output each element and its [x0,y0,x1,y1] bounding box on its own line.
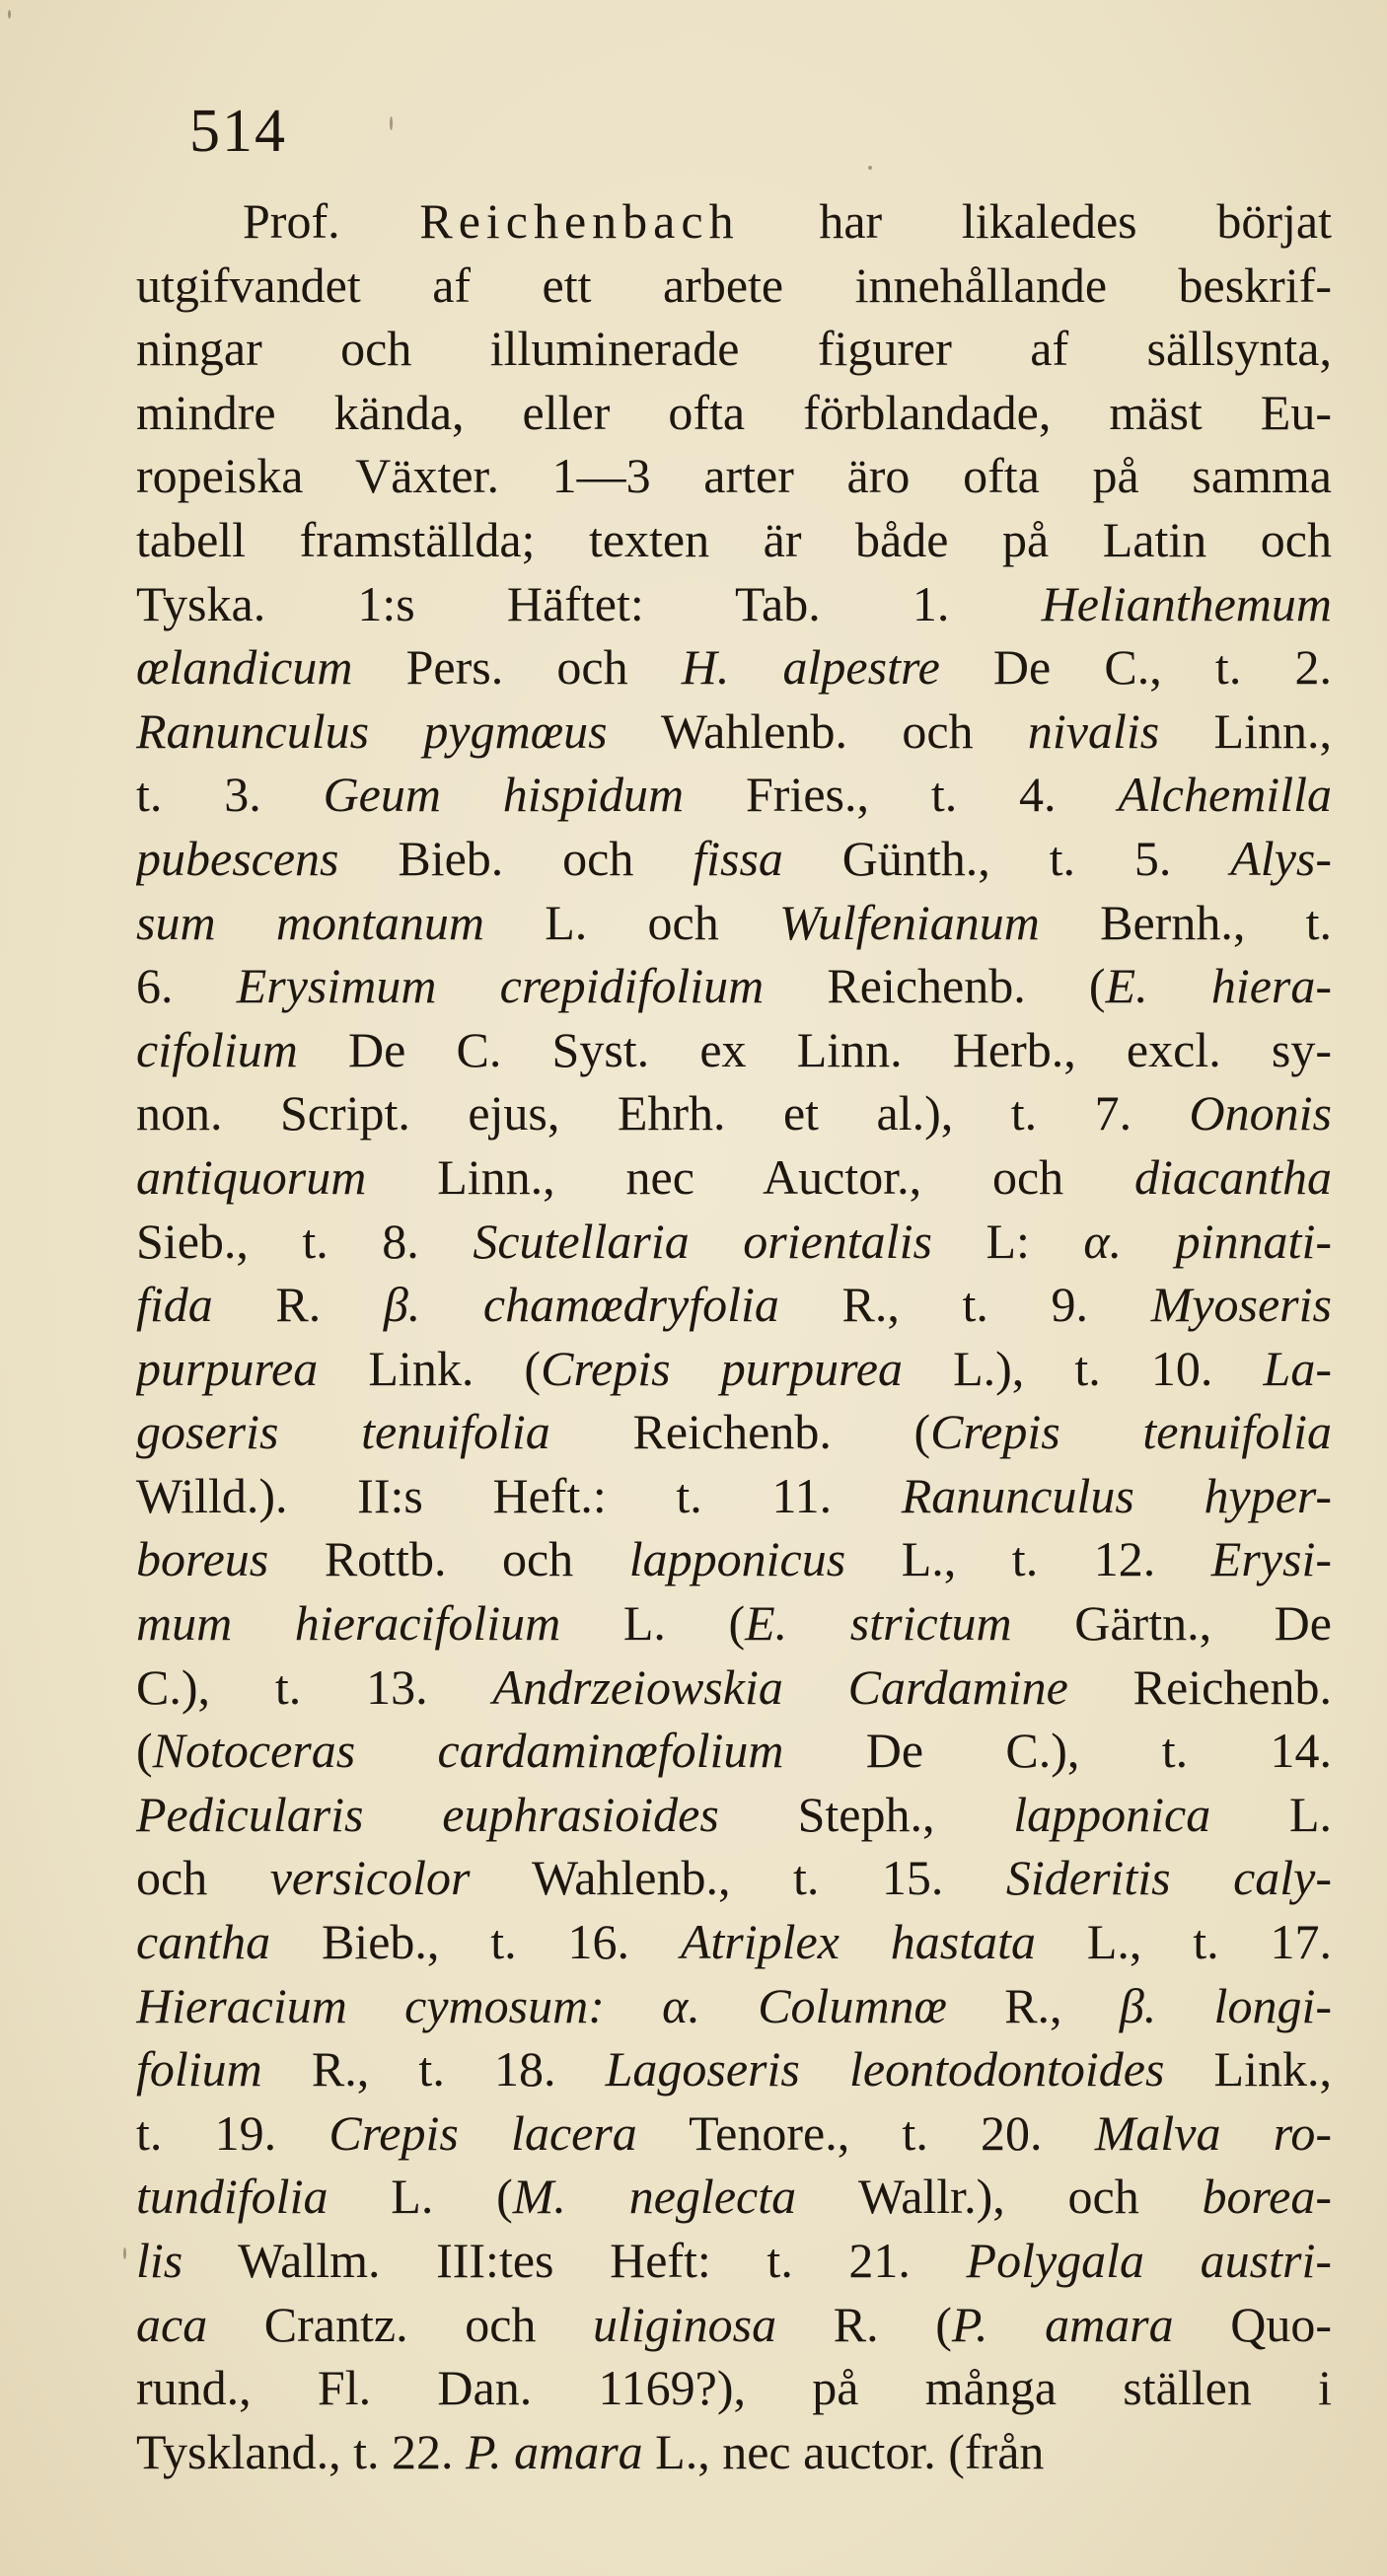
roman-text: Wahlenb. och [607,702,1028,759]
italic-text: La- [1263,1340,1332,1396]
roman-text: rund., Fl. Dan. 1169?), på många ställen i [136,2360,1332,2416]
italic-text: Pedicularis euphrasioides [136,1786,719,1842]
text-line [136,1145,1332,1210]
text-line [136,1846,1332,1910]
roman-text: De C., t. 2. [939,639,1332,696]
italic-text: lis [136,2233,183,2288]
roman-text: De C. Syst. ex Linn. Herb., excl. sy- [297,1021,1332,1077]
roman-text: tabell framställda; texten är både på Latin och [136,511,1332,567]
text-line [136,254,1332,318]
roman-text: t. 3. [136,767,324,823]
text-line [136,2037,1332,2101]
italic-text: Wulfenianum [779,894,1040,950]
roman-text: t. 19. [136,2104,329,2161]
roman-text: 6. [136,958,237,1014]
paper-speck [868,166,872,170]
roman-text: ( [136,1723,153,1779]
italic-text: Scutellaria orientalis [473,1213,932,1269]
roman-text: R., t. 9. [778,1277,1151,1333]
text-line [136,1783,1332,1847]
body-text [136,189,1332,2483]
text-line [136,572,1332,636]
italic-text: uliginosa [593,2296,777,2352]
italic-text: P. amara [465,2423,643,2479]
italic-text: Crepis tenuifolia [930,1404,1332,1460]
italic-text: Crepis lacera [328,2104,637,2161]
roman-text: Crantz. och [207,2296,593,2352]
italic-text: α. pinnati- [1083,1213,1332,1269]
roman-text: Link. ( [318,1340,542,1396]
roman-text: har likaledes börjat [739,193,1332,249]
text-line [136,763,1332,827]
roman-text: L: [931,1213,1084,1269]
text-line [136,2293,1332,2357]
roman-text: Günth., t. 5. [782,830,1231,886]
italic-text: Alchemilla [1118,767,1332,823]
text-line [136,189,1332,254]
roman-text: Tenore., t. 20. [636,2104,1095,2161]
italic-text: E. strictum [745,1595,1012,1652]
italic-text: M. neglecta [512,2169,797,2225]
roman-text: Bernh., t. [1039,894,1332,950]
roman-text: L. ( [328,2169,513,2225]
text-line [136,1273,1332,1337]
roman-text: Pers. och [352,639,682,696]
italic-text: lapponicus [628,1531,846,1587]
text-line [136,1719,1332,1783]
italic-text: Lagoseris leontodontoides [605,2041,1165,2098]
italic-text: antiquorum [136,1148,367,1205]
roman-text: R., t. 18. [261,2041,606,2098]
roman-text: Willd.). II:s Heft.: t. 11. [136,1467,902,1523]
roman-text: Wallm. III:tes Heft: t. 21. [182,2233,967,2288]
roman-text: R. ( [776,2296,952,2352]
roman-text: utgifvandet af ett arbete innehållande beskrif- [136,257,1332,313]
text-line [136,1081,1332,1145]
roman-text: Sieb., t. 8. [136,1213,474,1269]
text-line [136,635,1332,699]
text-line [136,1910,1332,1974]
italic-text: folium [136,2041,262,2098]
italic-text: Notoceras cardaminœfolium [152,1723,784,1779]
paper-speck [123,2247,126,2259]
text-line [136,2101,1332,2166]
roman-text: Reichenbach [419,193,740,249]
text-line [136,1210,1332,1274]
roman-text: Quo- [1173,2296,1332,2352]
italic-text: fida [136,1277,213,1333]
italic-text: Geum hispidum [323,767,685,823]
roman-text: L., t. 17. [1036,1914,1332,1970]
roman-text: Steph., [718,1786,1014,1842]
roman-text: De C.), t. 14. [783,1723,1332,1779]
roman-text: Wallr.), och [796,2169,1203,2225]
italic-text: β. longi- [1119,1977,1332,2033]
text-line [136,508,1332,572]
roman-text: R., [946,1977,1120,2033]
italic-text: β. chamœdryfolia [383,1277,779,1333]
text-line [136,2229,1332,2293]
italic-text: H. alpestre [681,639,940,696]
text-line [136,1656,1332,1720]
roman-text: Reichenb. ( [549,1404,931,1460]
text-line [136,1337,1332,1401]
italic-text: cantha [136,1914,271,1970]
roman-text: Bieb. och [338,830,694,886]
text-line [136,1400,1332,1464]
roman-text: C.), t. 13. [136,1658,493,1715]
italic-text: goseris tenuifolia [136,1404,550,1460]
roman-text: non. Script. ejus, Ehrh. et al.), t. 7. [136,1085,1190,1141]
italic-text: versicolor [269,1850,471,1906]
roman-text: Reichenb. ( [764,958,1106,1014]
roman-text: Link., [1164,2041,1332,2098]
italic-text: Ranunculus pygmœus [136,702,608,759]
roman-text: Bieb., t. 16. [270,1914,681,1970]
italic-text: nivalis [1027,702,1160,759]
text-line [136,954,1332,1018]
italic-text: Hieracium cymosum: α. Columnœ [136,1977,947,2033]
text-line [136,699,1332,764]
text-line [136,2356,1332,2420]
text-line [136,827,1332,891]
italic-text: Myoseris [1150,1277,1332,1333]
italic-text: E. hiera- [1105,958,1332,1014]
italic-text: Alys- [1230,830,1332,886]
roman-text: och [136,1850,270,1906]
italic-text: Ranunculus hyper- [901,1467,1332,1523]
roman-text: L., nec auctor. (från [642,2423,1045,2479]
roman-text: Fries., t. 4. [684,767,1119,823]
italic-text: purpurea [136,1340,319,1396]
italic-text: lapponica [1013,1786,1211,1842]
italic-text: Polygala austri- [966,2233,1332,2288]
italic-text: pubescens [136,830,339,886]
roman-text: L., t. 12. [845,1531,1211,1587]
italic-text: Sideritis caly- [1005,1850,1332,1906]
roman-text: ropeiska Växter. 1—3 arter äro ofta på samma [136,448,1332,504]
italic-text: Atriplex hastata [680,1914,1036,1970]
roman-text: Linn., [1159,702,1332,759]
text-line [136,1974,1332,2038]
italic-text: Crepis purpurea [541,1340,903,1396]
text-line [136,1018,1332,1082]
italic-text: Erysimum crepidifolium [236,958,765,1014]
italic-text: sum montanum [136,894,484,950]
italic-text: tundifolia [136,2169,328,2225]
italic-text: œlandicum [136,639,353,696]
roman-text: Rottb. och [268,1531,629,1587]
text-line [136,2420,1332,2484]
roman-text: L. [1210,1786,1332,1842]
roman-text: R. [212,1277,384,1333]
text-line [136,1591,1332,1656]
italic-text: borea- [1202,2169,1332,2225]
roman-text: Tyska. 1:s Häftet: Tab. 1. [136,575,1042,631]
text-line [136,381,1332,445]
text-line [136,1527,1332,1591]
roman-text: L.), t. 10. [902,1340,1264,1396]
italic-text: diacantha [1134,1148,1332,1205]
page-number: 514 [189,98,287,165]
italic-text: fissa [693,830,783,886]
roman-text: ningar och illuminerade figurer af sällsynta, [136,321,1332,377]
roman-text: L. och [483,894,779,950]
roman-text: Reichenb. [1067,1658,1332,1715]
roman-text: Prof. [243,193,420,249]
text-line [136,317,1332,381]
roman-text: mindre kända, eller ofta förblandade, mäst Eu- [136,384,1332,440]
italic-text: aca [136,2296,208,2352]
paper-speck [8,10,11,19]
text-line [136,2165,1332,2229]
italic-text: P. amara [951,2296,1174,2352]
text-line [136,444,1332,508]
text-line [136,891,1332,955]
roman-text: Gärtn., De [1011,1595,1332,1652]
roman-text: Linn., nec Auctor., och [366,1148,1135,1205]
italic-text: Andrzeiowskia Cardamine [492,1658,1068,1715]
roman-text: Wahlenb., t. 15. [470,1850,1006,1906]
text-line [136,1464,1332,1528]
roman-text: Tyskland., t. 22. [136,2423,466,2479]
italic-text: mum hieracifolium [136,1595,561,1652]
roman-text: L. ( [560,1595,746,1652]
italic-text: Malva ro- [1094,2104,1332,2161]
paper-speck [390,116,393,130]
italic-text: cifolium [136,1021,298,1077]
italic-text: boreus [136,1531,269,1587]
italic-text: Ononis [1189,1085,1332,1141]
italic-text: Erysi- [1210,1531,1332,1587]
italic-text: Helianthemum [1041,575,1332,631]
